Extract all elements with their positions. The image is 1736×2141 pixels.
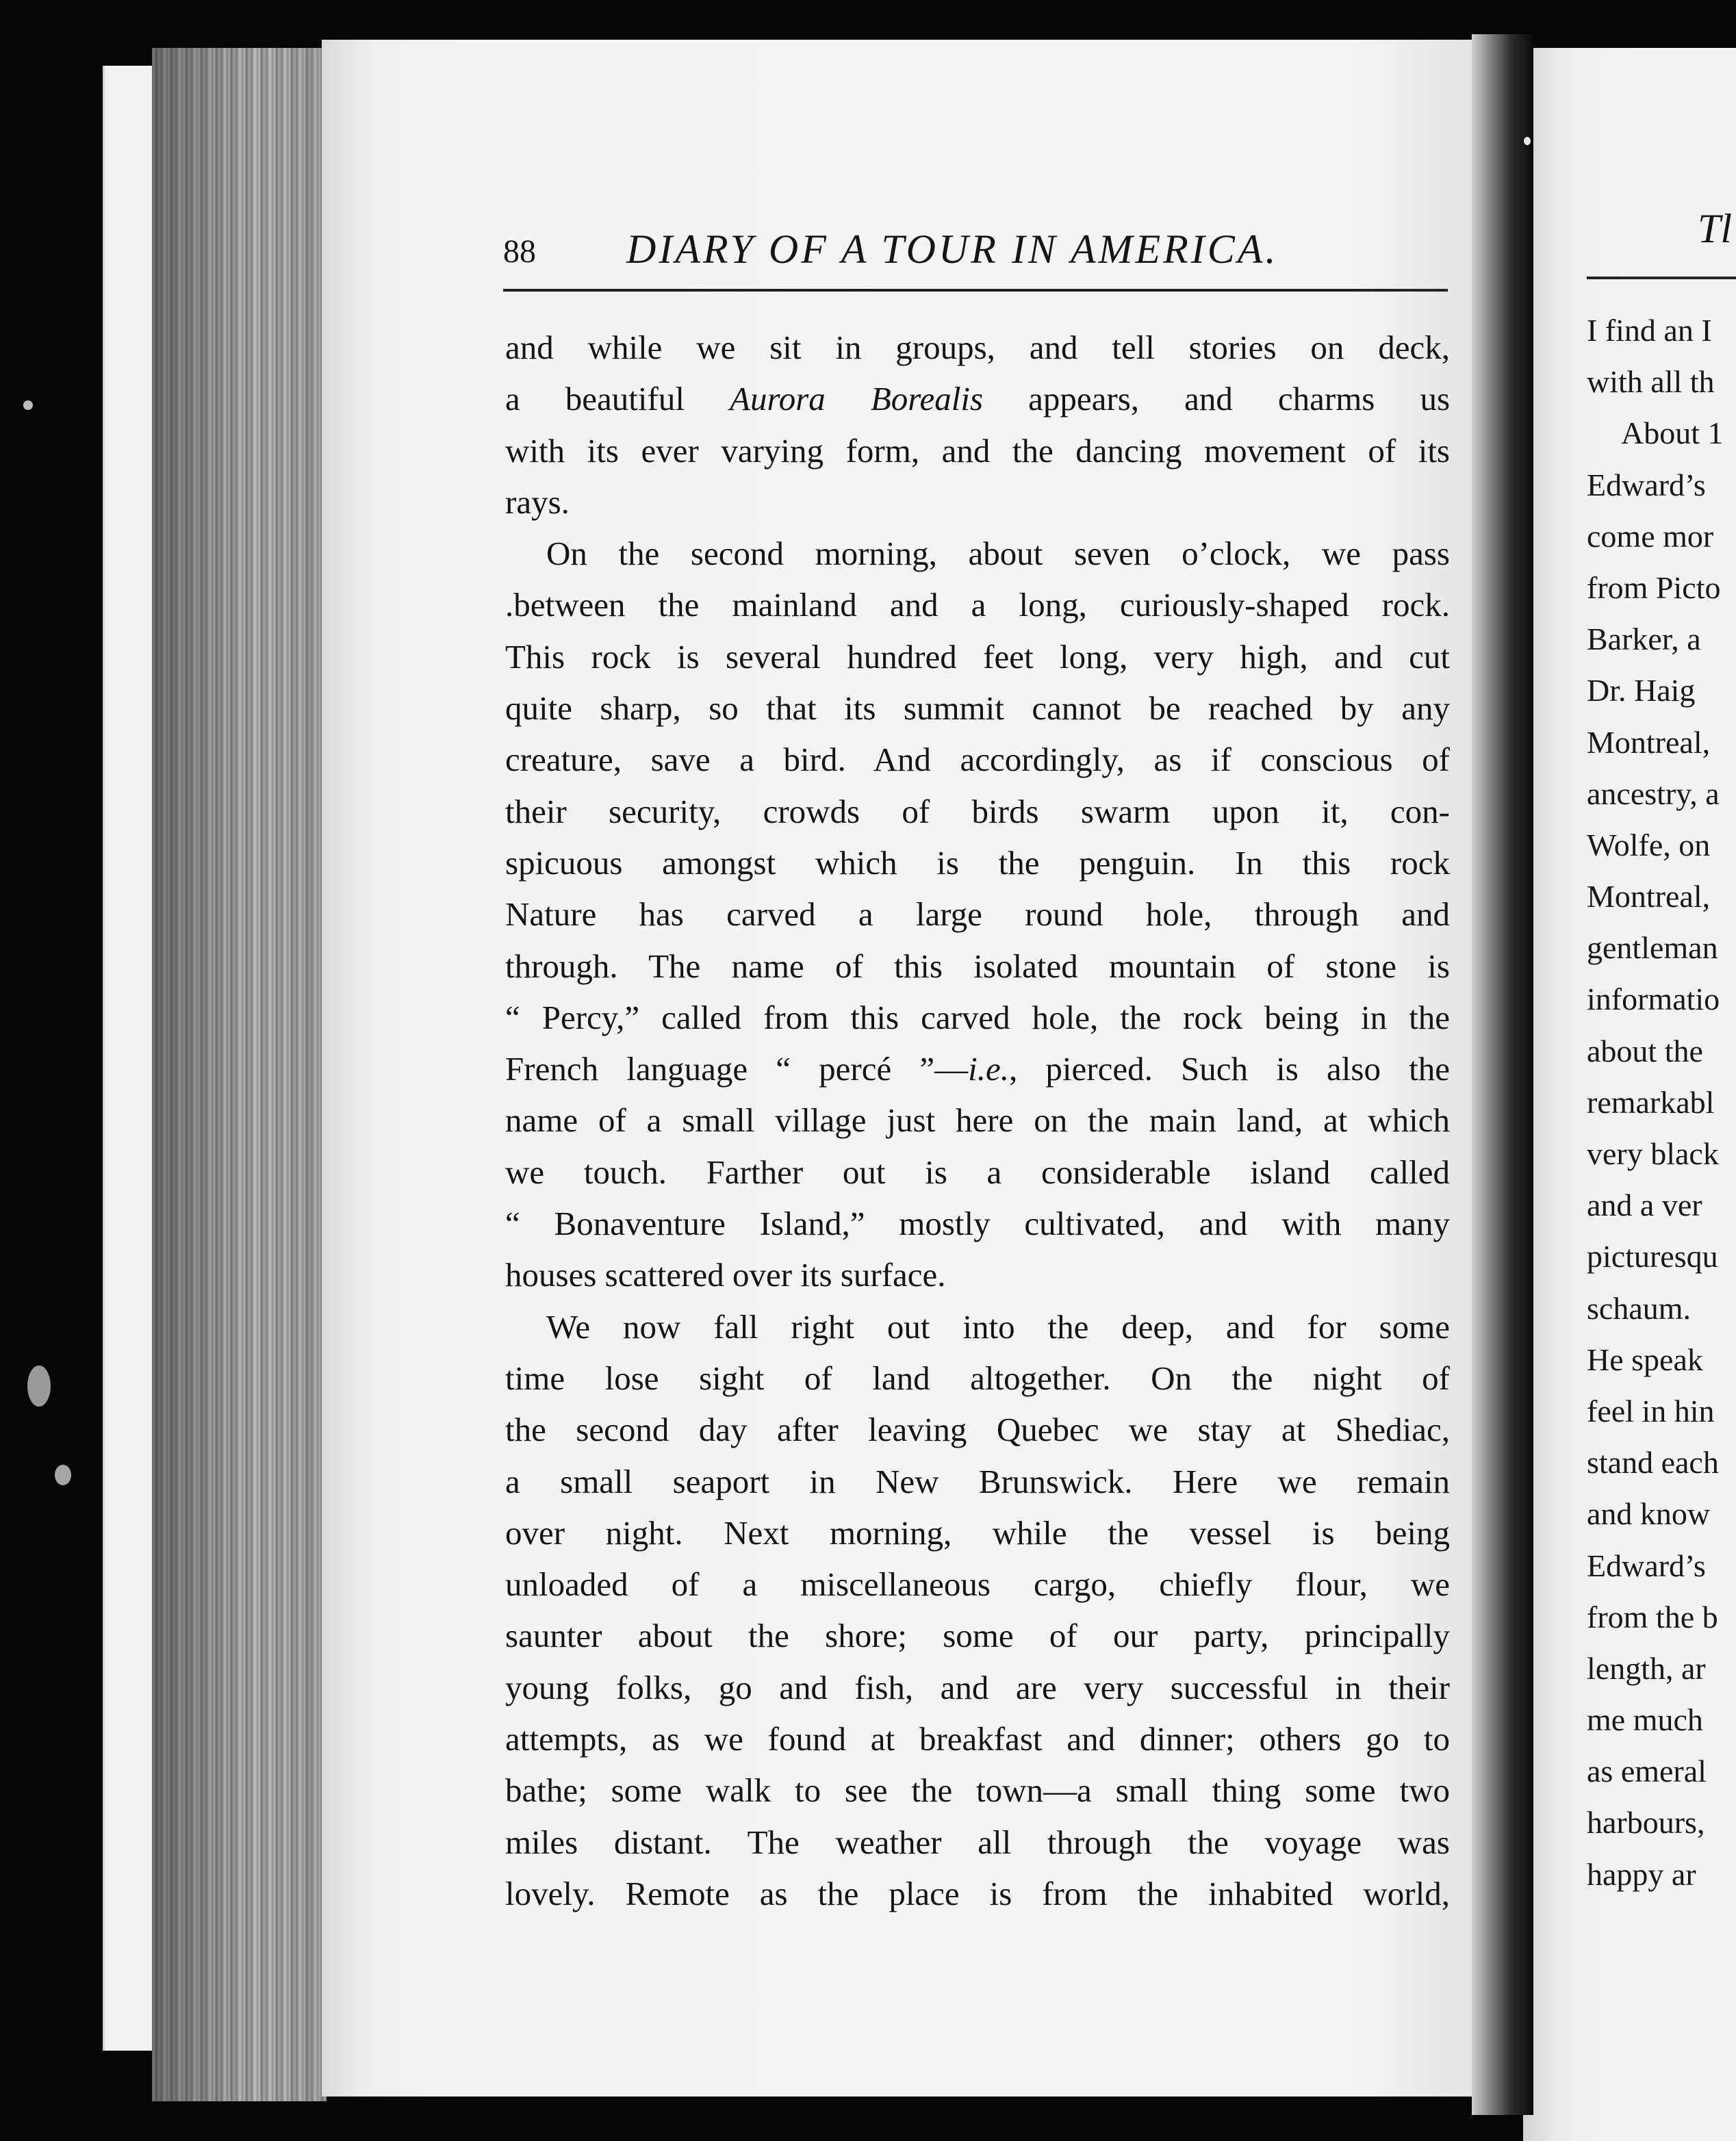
book-gutter — [1472, 34, 1533, 2115]
right-text-line: Edward’s — [1587, 1548, 1706, 1583]
scan-speck — [55, 1465, 71, 1485]
right-text-line: remarkabl — [1587, 1084, 1715, 1120]
text-line: “ Percy,” called from this carved hole, the rock being in the — [505, 998, 1450, 1036]
text-line: the second day after leaving Quebec we stay at Shediac, — [505, 1411, 1450, 1449]
text-line: quite sharp, so that its summit cannot be reached by any — [505, 689, 1450, 728]
text-line: young folks, go and fish, and are very successful in their — [505, 1668, 1450, 1706]
right-text-line: length, ar — [1587, 1650, 1706, 1686]
right-page-text — [1587, 305, 1736, 1913]
page-number: 88 — [503, 233, 536, 270]
right-text-line: informatio — [1587, 982, 1720, 1017]
text-line: “ Bonaventure Island,” mostly cultivated, and with many — [505, 1205, 1450, 1243]
text-line: bathe; some walk to see the town—a small thing some two — [505, 1771, 1450, 1810]
text-line: miles distant. The weather all through the voyage was — [505, 1823, 1450, 1861]
text-line — [505, 1043, 1450, 1094]
right-text-line: Edward’s — [1587, 467, 1706, 502]
right-text-line: ancestry, a — [1587, 775, 1720, 811]
right-text-line: About 1 — [1621, 415, 1724, 451]
text-line: through. The name of this isolated mountain of stone is — [505, 947, 1450, 985]
italic-text: i.e. — [968, 1050, 1010, 1088]
text-segment: French language “ percé ”— — [505, 1050, 969, 1088]
text-line: creature, save a bird. And accordingly, as if conscious of — [505, 741, 1450, 779]
text-line: .between the mainland and a long, curiously-shaped rock. — [505, 586, 1450, 624]
page-header — [503, 226, 1448, 292]
right-text-line: I find an I — [1587, 313, 1712, 348]
text-line: saunter about the shore; some of our party, principally — [505, 1617, 1450, 1655]
scan-speck — [1524, 137, 1531, 145]
right-text-line: from the b — [1587, 1599, 1718, 1634]
right-text-line: He speak — [1587, 1342, 1703, 1377]
text-line: rays. — [505, 483, 570, 521]
italic-text: Aurora Borealis — [730, 380, 984, 418]
right-text-line: schaum. — [1587, 1290, 1692, 1326]
right-text-line: picturesqu — [1587, 1239, 1718, 1274]
right-text-line: come mor — [1587, 518, 1714, 554]
right-text-line: harbours, — [1587, 1805, 1705, 1841]
right-text-line: me much — [1587, 1702, 1703, 1738]
text-line: over night. Next morning, while the vessel is being — [505, 1513, 1450, 1552]
right-text-line: Montreal, — [1587, 724, 1711, 760]
right-text-line: with all th — [1587, 364, 1715, 400]
right-text-line: happy ar — [1587, 1856, 1696, 1892]
text-line: attempts, as we found at breakfast and dinner; others go to — [505, 1720, 1450, 1758]
text-segment: appears, and charms us — [983, 380, 1451, 418]
text-line: and while we sit in groups, and tell stories on deck, — [505, 329, 1450, 366]
text-line: spicuous amongst which is the penguin. In this rock — [505, 843, 1450, 882]
text-line: On the second morning, about seven o’clock, we pass — [546, 535, 1450, 573]
right-running-head: Tl — [1698, 206, 1733, 251]
right-text-line: feel in hin — [1587, 1393, 1715, 1428]
right-text-line: as emeral — [1587, 1754, 1707, 1789]
scan-speck — [27, 1366, 51, 1407]
text-segment: , pierced. Such is also the — [1009, 1050, 1450, 1088]
text-line: a small seaport in New Brunswick. Here we remain — [505, 1462, 1450, 1500]
right-text-line: and a ver — [1587, 1188, 1702, 1223]
right-text-line: Wolfe, on — [1587, 827, 1711, 862]
page-edges-shade — [152, 48, 327, 2101]
body-text — [505, 322, 1450, 1919]
right-header-rule — [1587, 277, 1736, 279]
text-line: unloaded of a miscellaneous cargo, chiefly flour, we — [505, 1565, 1450, 1604]
text-line: This rock is several hundred feet long, very high, and cut — [505, 637, 1450, 676]
right-text-line: stand each — [1587, 1445, 1719, 1480]
right-text-line: from Picto — [1587, 569, 1721, 605]
right-text-line: Dr. Haig — [1587, 673, 1696, 708]
text-line: Nature has carved a large round hole, through and — [505, 895, 1450, 934]
right-text-line: gentleman — [1587, 930, 1718, 966]
text-segment: a beautiful — [505, 380, 730, 418]
text-line: houses scattered over its surface. — [505, 1256, 946, 1294]
text-line: lovely. Remote as the place is from the inhabited world, — [505, 1874, 1450, 1912]
right-text-line: about the — [1587, 1033, 1703, 1068]
right-text-line: Barker, a — [1587, 621, 1701, 657]
text-line: We now fall right out into the deep, and for some — [546, 1307, 1450, 1346]
text-line: time lose sight of land altogether. On the night of — [505, 1359, 1450, 1397]
text-line: name of a small village just here on the main land, at which — [505, 1101, 1450, 1140]
right-text-line: very black — [1587, 1136, 1719, 1171]
text-line: with its ever varying form, and the dancing movement of its — [505, 431, 1450, 470]
text-line: their security, crowds of birds swarm upon it, con- — [505, 792, 1450, 830]
right-text-line: Montreal, — [1587, 879, 1711, 914]
right-text-line: and know — [1587, 1496, 1711, 1532]
running-head: DIARY OF A TOUR IN AMERICA. — [626, 227, 1279, 272]
text-line: we touch. Farther out is a considerable island called — [505, 1153, 1450, 1191]
text-line — [505, 373, 1450, 424]
scan-speck — [23, 400, 33, 410]
